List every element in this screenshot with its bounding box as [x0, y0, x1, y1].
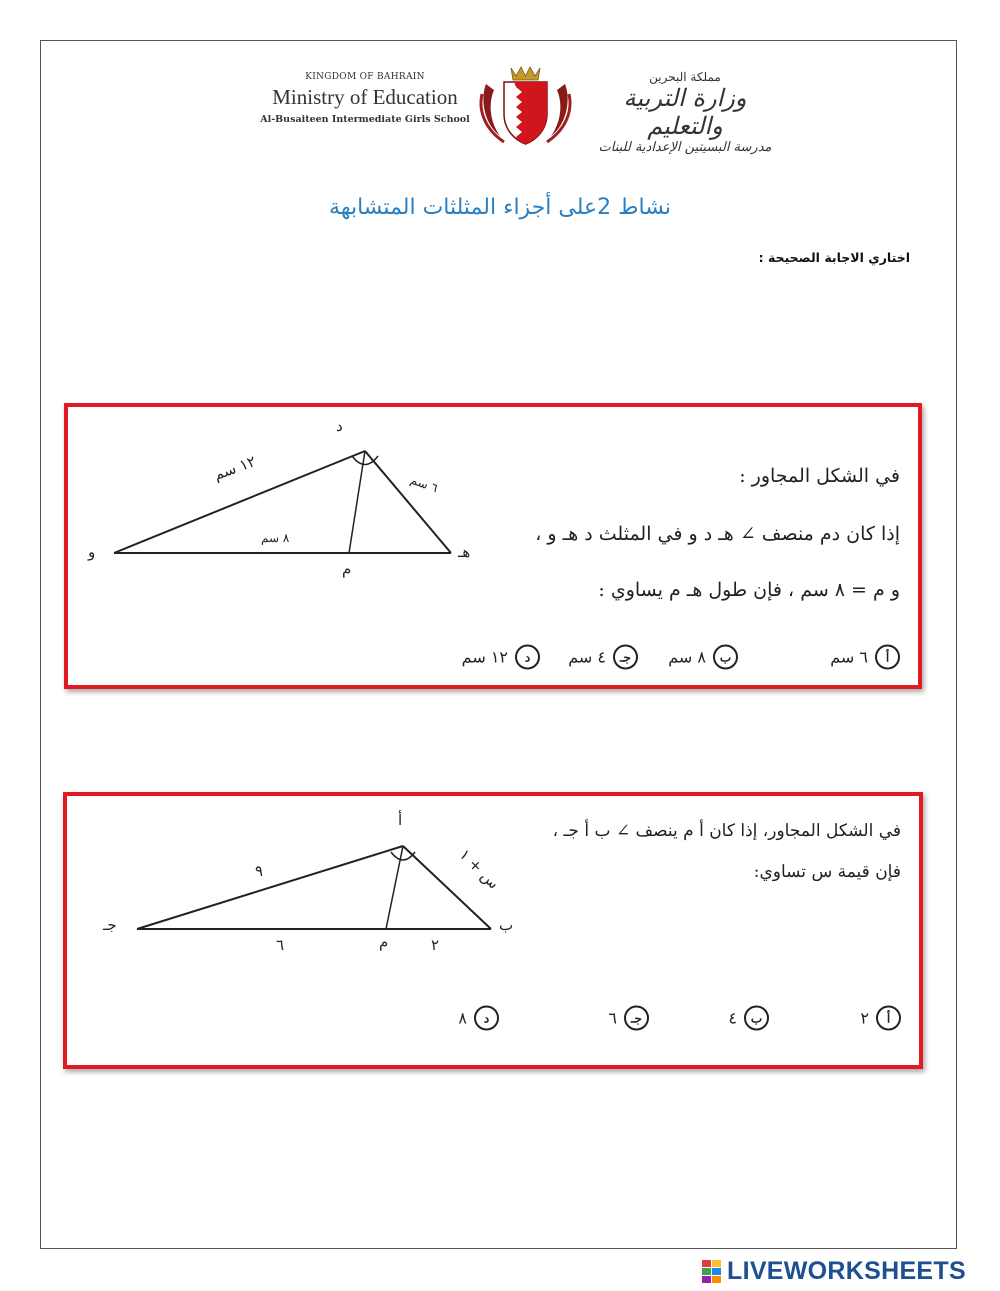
instruction: اختاري الاجابة الصحيحة : [758, 250, 910, 265]
option-letter: د [515, 645, 540, 670]
option-letter: أ [876, 1006, 901, 1031]
question-1-option-b[interactable] [668, 645, 738, 670]
vertex-top-label: د [336, 417, 343, 435]
option-letter: جـ [624, 1006, 649, 1031]
side-left-length: ١٢ سم [211, 452, 259, 484]
question-2-card [63, 792, 923, 1069]
question-1-line-1: في الشكل المجاور : [739, 465, 900, 487]
angle-bisector [349, 451, 365, 553]
header-english [255, 72, 475, 125]
question-2-line-2: فإن قيمة س تساوي: [753, 862, 901, 882]
liveworksheets-logo[interactable] [702, 1257, 966, 1286]
vertex-left-label: و [88, 543, 96, 561]
kingdom-en: KINGDOM OF BAHRAIN [305, 72, 425, 82]
option-letter: جـ [613, 645, 638, 670]
kingdom-ar: مملكة البحرين [649, 70, 721, 84]
foot-label: م [342, 560, 352, 578]
option-text: ٤ [728, 1008, 737, 1028]
angle-bisector [386, 846, 403, 929]
option-letter: د [474, 1006, 499, 1031]
option-text: ٦ [608, 1008, 617, 1028]
option-text: ٤ سم [568, 647, 606, 667]
question-1-option-d[interactable] [462, 645, 540, 670]
vertex-left-label: جـ [103, 916, 117, 934]
question-2-option-a[interactable] [860, 1006, 901, 1031]
base-left-length: ٨ سم [261, 531, 290, 545]
option-letter: ب [744, 1006, 769, 1031]
triangle-side-left [137, 846, 403, 929]
option-letter: ب [713, 645, 738, 670]
school-en: Al-Busaiteen Intermediate Girls School [260, 114, 470, 125]
vertex-right-label: هـ [458, 543, 471, 561]
question-1-figure [68, 407, 918, 685]
option-text: ١٢ سم [461, 647, 508, 667]
question-1-line-2: إذا كان دم منصف ∠ هـ د و في المثلث د هـ و ، [535, 523, 900, 545]
option-text: ٢ [860, 1008, 869, 1028]
side-right-length: س + ١ [455, 845, 503, 893]
base-right-length: ٢ [431, 936, 440, 954]
vertex-right-label: ب [499, 916, 514, 934]
option-text: ٦ سم [830, 647, 868, 667]
option-letter: أ [875, 645, 900, 670]
foot-label: م [379, 933, 389, 951]
triangle-side-right [365, 451, 451, 553]
side-right-length: ٦ سم [408, 472, 440, 496]
school-ar: مدرسة البسيتين الإعدادية للبنات [598, 140, 772, 155]
vertex-top-label: أ [398, 811, 403, 829]
question-1-card [64, 403, 922, 689]
ministry-en: Ministry of Education [272, 85, 458, 109]
question-2-line-1: في الشكل المجاور، إذا كان أ م ينصف ∠ ب أ جـ ، [552, 821, 901, 841]
question-1-option-a[interactable] [830, 645, 900, 670]
ministry-ar: وزارة التربية والتعليم [623, 84, 747, 140]
question-1-line-3: و م = ٨ سم ، فإن طول هـ م يساوي : [598, 579, 900, 601]
bahrain-emblem-icon [478, 64, 573, 149]
question-2-option-b[interactable] [728, 1006, 769, 1031]
question-2-option-c[interactable] [608, 1006, 649, 1031]
liveworksheets-mark-icon [702, 1260, 721, 1283]
side-left-length: ٩ [255, 862, 264, 880]
base-left-length: ٦ [276, 936, 285, 954]
question-2-option-d[interactable] [458, 1006, 499, 1031]
question-1-option-c[interactable] [568, 645, 638, 670]
page-title: نشاط 2على أجزاء المثلثات المتشابهة [329, 195, 671, 220]
option-text: ٨ سم [668, 647, 706, 667]
liveworksheets-brand: LIVEWORKSHEETS [727, 1257, 966, 1285]
option-text: ٨ [458, 1008, 467, 1028]
header-arabic [585, 70, 785, 155]
